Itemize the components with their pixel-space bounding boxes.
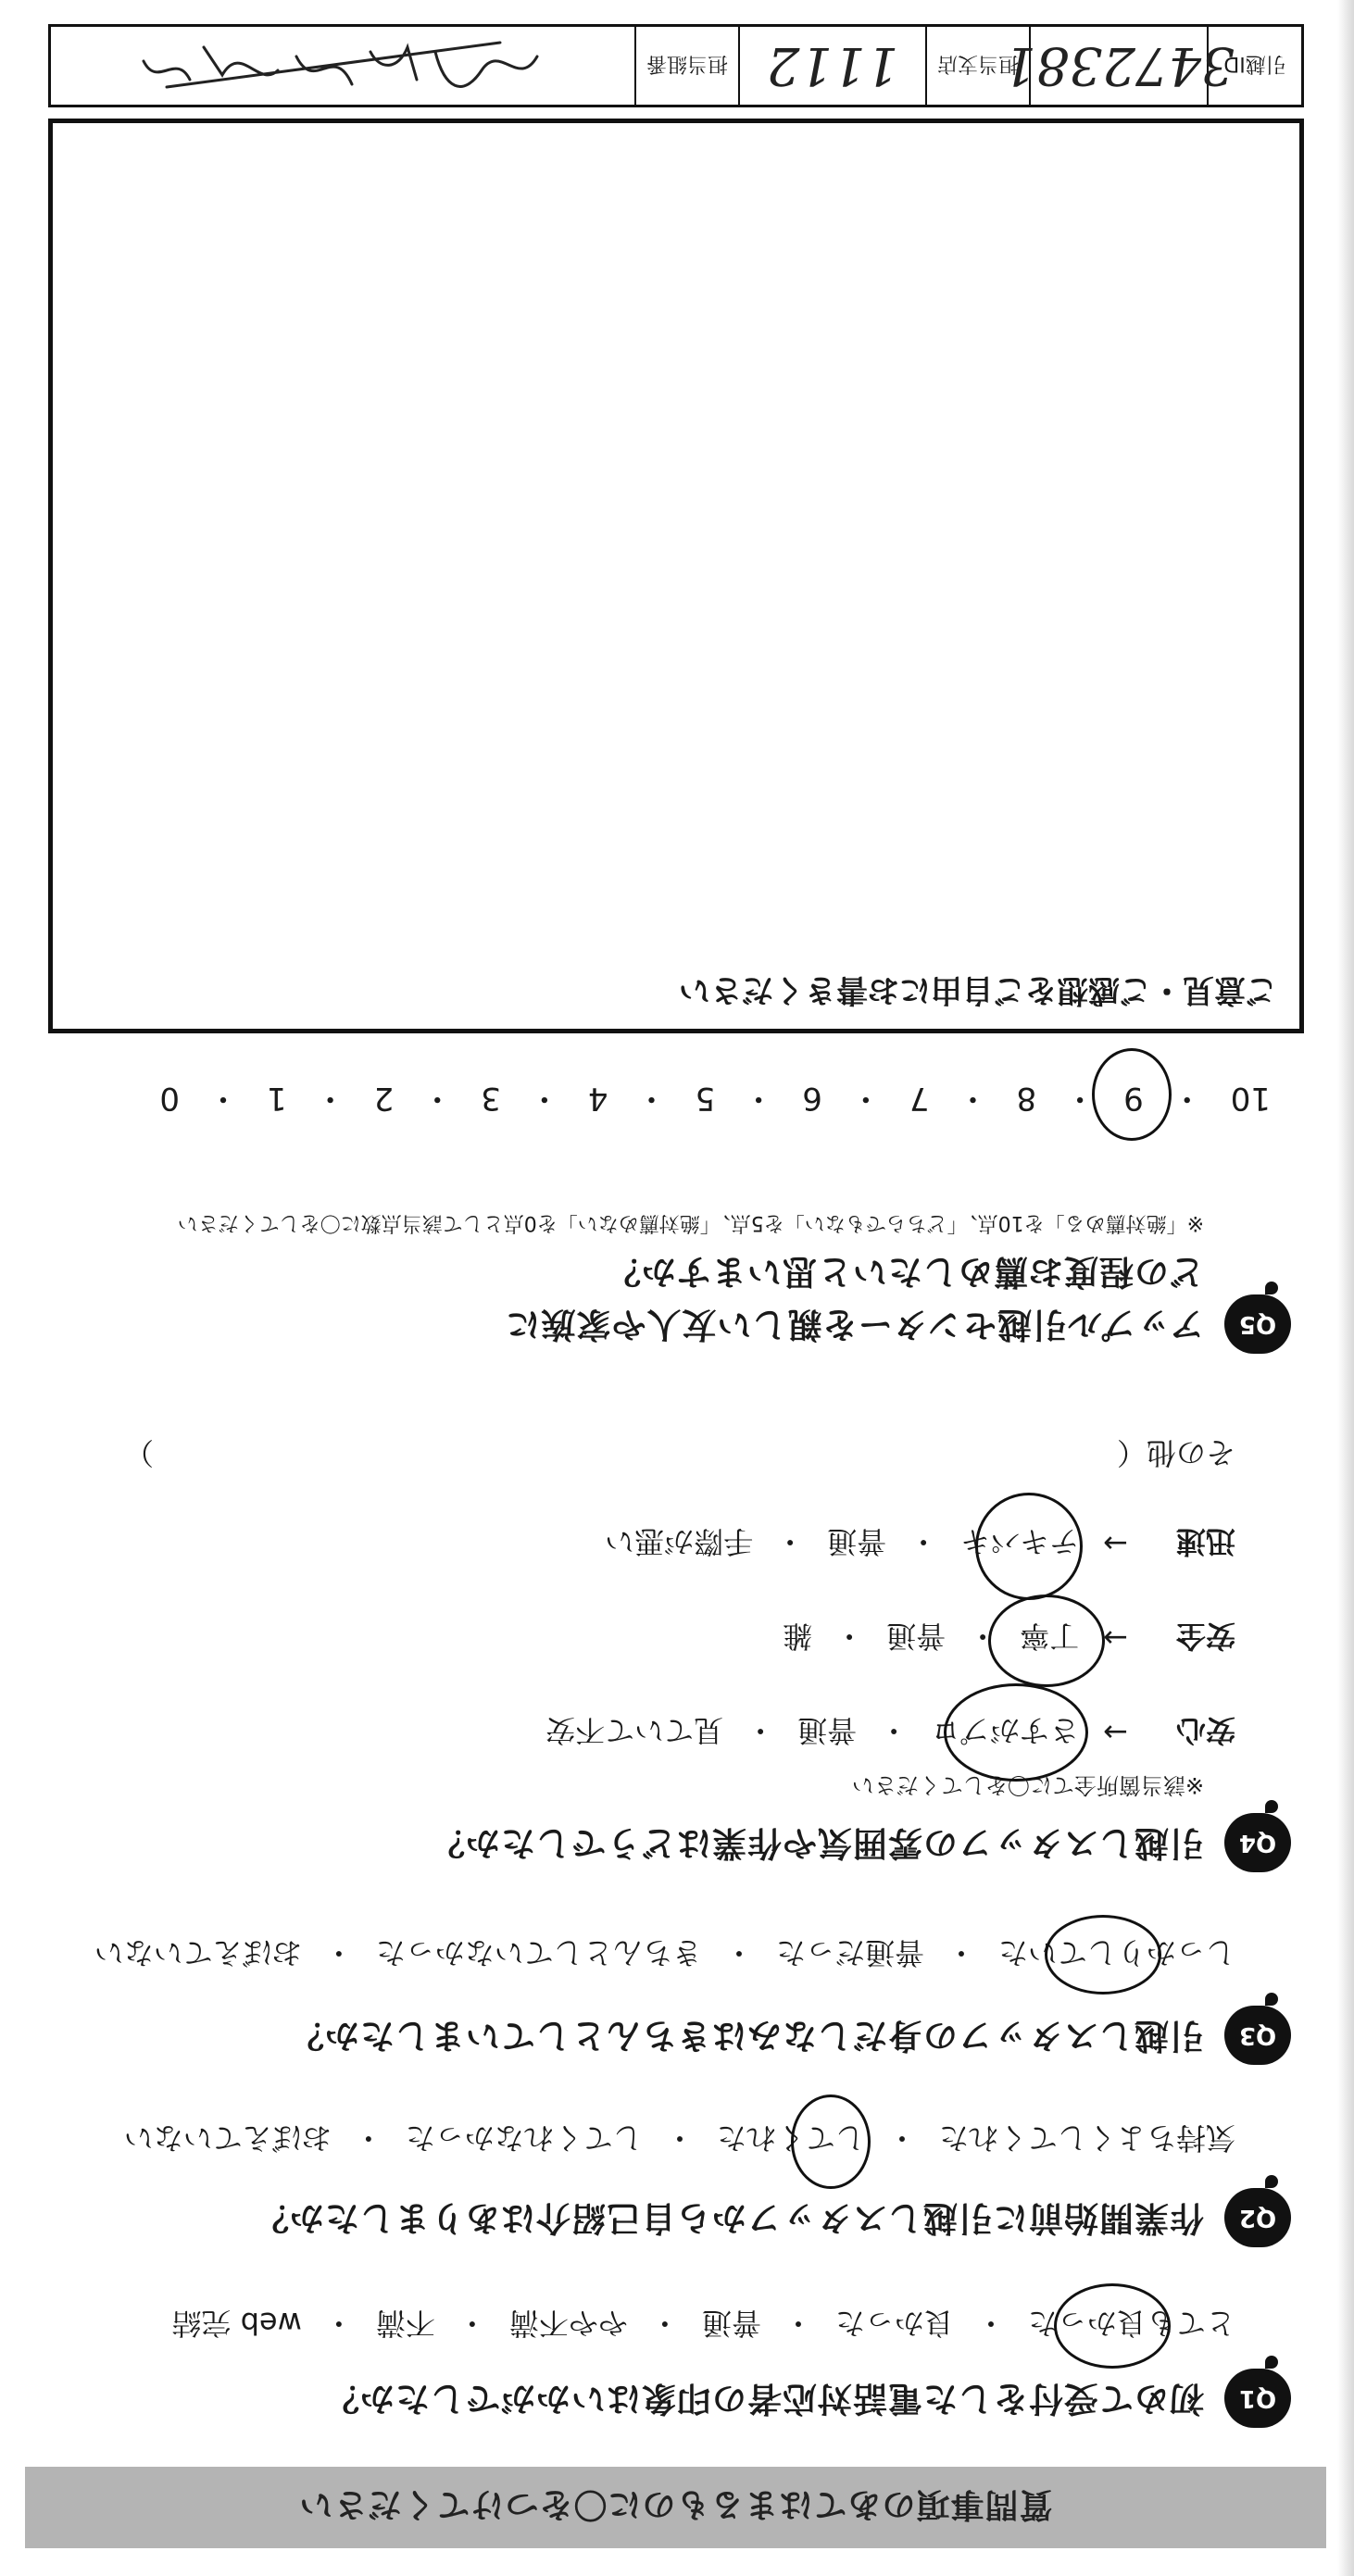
q1-marker-icon: Q1 <box>1224 2369 1291 2428</box>
q4-note: ※該当箇所全てに〇をしてください <box>851 1772 1204 1798</box>
answer-circle <box>944 1683 1088 1782</box>
instruction-banner <box>25 2467 1326 2548</box>
question-3 <box>59 2006 1291 2065</box>
q4-option-zatsu[interactable]: 雑 <box>783 1619 813 1654</box>
q5-score-5[interactable]: 5 <box>695 1080 716 1117</box>
q5-score-2[interactable]: 2 <box>373 1080 395 1117</box>
q5-score-3[interactable]: 3 <box>481 1080 501 1117</box>
q5-score-1[interactable]: 1 <box>266 1080 287 1117</box>
answer-circle <box>1054 2283 1171 2369</box>
q3-options: しっかりしていた ・普通だった・きちんとしていなかった・おぼえていない <box>94 1933 1235 1976</box>
q4-other-close: ） <box>124 1435 155 1470</box>
arrow-icon: → <box>1103 1526 1128 1561</box>
arrow-icon: → <box>1103 1620 1128 1656</box>
q4-option-futsu[interactable]: 普通 <box>797 1713 858 1748</box>
branch-label: 担当支店 <box>925 27 1029 105</box>
q1-option-2[interactable]: 良かった <box>834 2306 954 2341</box>
q2-marker-icon: Q2 <box>1224 2188 1291 2247</box>
q4-other-row <box>124 1433 1235 1476</box>
comment-box-title: ご意見・ご感想をご自由にお書きください <box>679 971 1277 1008</box>
q5-scale: 10・9 ・8・7・6・5・4・3・2・1・0 <box>67 1079 1271 1124</box>
group-label: 担当組番 <box>634 27 738 105</box>
q5-score-6[interactable]: 6 <box>802 1080 822 1117</box>
q4-option-futsu[interactable]: 普通 <box>886 1619 947 1654</box>
q5-note: ※「絶対薦める」を10点、「どちらでもない」を5点、「絶対薦めない」を0点として該当点数に〇をしてください <box>177 1211 1204 1234</box>
q5-marker-icon: Q5 <box>1224 1294 1291 1354</box>
handwritten-signature-icon <box>130 33 556 98</box>
q4-other-label: その他（ <box>1116 1435 1235 1470</box>
q1-option-4[interactable]: やや不満 <box>508 2306 628 2341</box>
q1-text: 初めて受付をした電話対応者の印象はいかがでしたか？ <box>324 2379 1204 2419</box>
id-value[interactable]: 3472381 <box>1029 27 1207 105</box>
q1-option-5[interactable]: 不満 <box>375 2306 435 2341</box>
q4-option-futsu[interactable]: 普通 <box>827 1524 887 1559</box>
instruction-text: 質問事項のあてはまるものに〇をつけてください <box>298 2485 1053 2524</box>
q5-score-9[interactable]: 9 <box>1123 1080 1144 1117</box>
q4-row-anshin: 安心 → さすがプロ ・ 普通 ・ 見ていて不安 <box>545 1711 1235 1754</box>
q1-options: とても良かった ・良かった・普通・やや不満・不満・web 完結 <box>171 2304 1235 2346</box>
q4-row-jinsoku: 迅速 → テキパキ ・ 普通 ・ 手際が悪い <box>605 1522 1235 1565</box>
q2-option-1[interactable]: 気持ちよくしてくれた <box>938 2120 1235 2156</box>
q5-score-8[interactable]: 8 <box>1016 1080 1037 1117</box>
scan-edge-shadow <box>1337 0 1354 2576</box>
q4-option-fuan[interactable]: 見ていて不安 <box>545 1713 724 1748</box>
q1-option-3[interactable]: 普通 <box>701 2306 761 2341</box>
signature-field[interactable] <box>51 27 634 105</box>
q5-score-10[interactable]: 10 <box>1230 1080 1271 1117</box>
q5-text-line2: どの程度お薦めしたいと思いますか？ <box>606 1252 1204 1292</box>
q5-text-line1: アップル引越センターを親しい友人や家族に <box>505 1305 1204 1344</box>
question-2 <box>59 2188 1291 2247</box>
arrow-icon: → <box>1103 1715 1128 1750</box>
q4-row-label: 安全 <box>1175 1619 1235 1654</box>
answer-circle <box>1045 1915 1161 1995</box>
answer-circle <box>791 2095 871 2189</box>
q3-marker-icon: Q3 <box>1224 2006 1291 2065</box>
q5-score-7[interactable]: 7 <box>909 1080 930 1117</box>
q4-marker-icon: Q4 <box>1224 1813 1291 1872</box>
q4-row-label: 迅速 <box>1175 1524 1235 1559</box>
q2-option-2[interactable]: してくれた <box>717 2119 865 2161</box>
q5-score-4[interactable]: 4 <box>587 1080 608 1117</box>
q2-options: 気持ちよくしてくれた・してくれた ・してくれなかった・おぼえていない <box>124 2119 1235 2161</box>
question-5 <box>59 1210 1291 1354</box>
q4-option-tegiwa[interactable]: 手際が悪い <box>605 1524 754 1559</box>
answer-circle <box>988 1594 1105 1687</box>
id-label: 引越ID <box>1207 27 1301 105</box>
q3-option-2[interactable]: 普通だった <box>775 1935 924 1970</box>
comment-box[interactable] <box>48 119 1304 1033</box>
q2-text: 作業開始前に引越しスタッフから自己紹介はありましたか？ <box>254 2198 1204 2238</box>
q3-option-1[interactable]: しっかりしていた <box>998 1933 1235 1976</box>
q4-option-teinei[interactable]: 丁寧 <box>1020 1617 1079 1659</box>
q3-option-3[interactable]: きちんとしていなかった <box>375 1935 702 1970</box>
q3-option-4[interactable]: おぼえていない <box>94 1935 302 1970</box>
question-4 <box>59 1771 1291 1872</box>
q4-row-anzen: 安全 → 丁寧 ・ 普通 ・ 雑 <box>783 1617 1235 1659</box>
q2-option-3[interactable]: してくれなかった <box>405 2120 643 2156</box>
q4-option-tekipaki[interactable]: テキパキ <box>960 1522 1079 1565</box>
footer-table <box>48 24 1304 107</box>
question-1 <box>59 2369 1291 2428</box>
q3-text: 引越しスタッフの身だしなみはきちんとしていましたか？ <box>289 2016 1204 2056</box>
branch-value[interactable]: 1112 <box>738 27 925 105</box>
q1-option-6[interactable]: web 完結 <box>171 2306 302 2341</box>
q5-score-0[interactable]: 0 <box>159 1080 180 1117</box>
answer-circle <box>1092 1048 1172 1141</box>
q2-option-4[interactable]: おぼえていない <box>123 2120 332 2156</box>
q1-option-1[interactable]: とても良かった <box>1028 2304 1235 2346</box>
q4-text: 引越しスタッフの雰囲気や作業はどうでしたか？ <box>430 1823 1204 1863</box>
q4-row-label: 安心 <box>1175 1713 1235 1748</box>
answer-circle <box>975 1493 1083 1600</box>
q4-option-sasuga[interactable]: さすがプロ <box>931 1711 1079 1754</box>
